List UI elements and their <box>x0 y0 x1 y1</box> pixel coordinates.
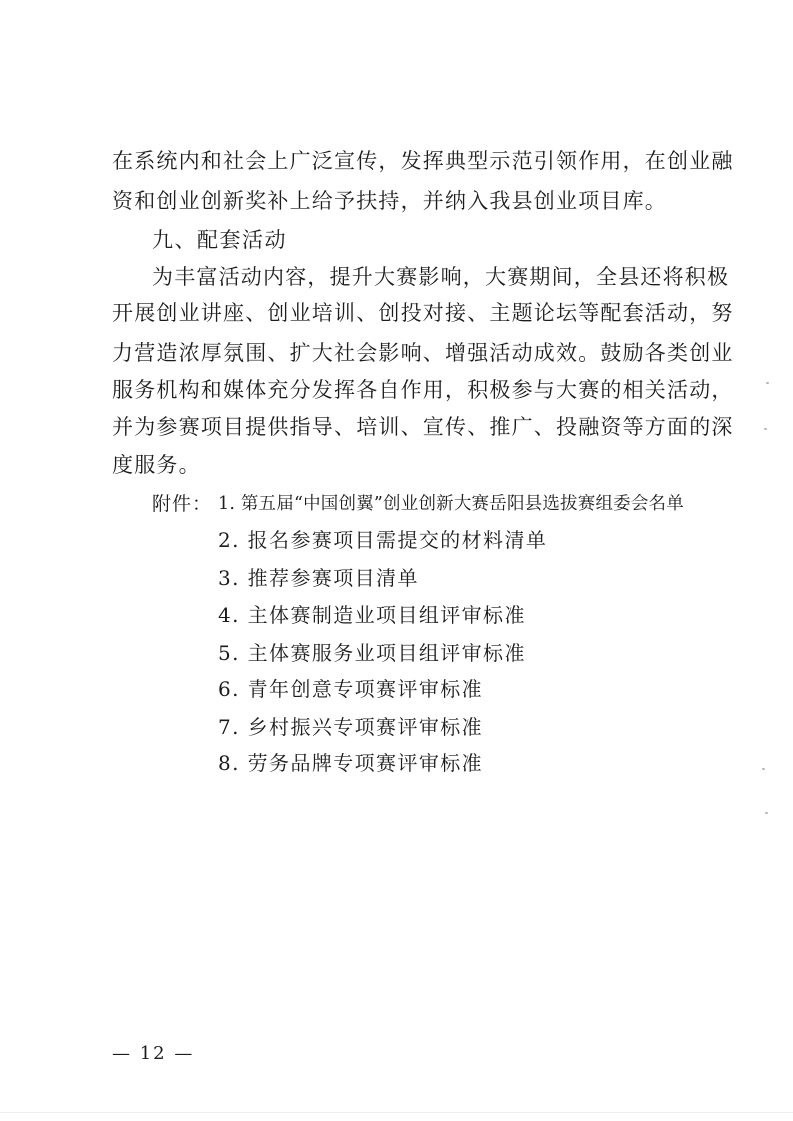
attachment-item: 3. 推荐参赛项目清单 <box>218 566 419 590</box>
attachment-item: 8. 劳务品牌专项赛评审标准 <box>218 751 484 775</box>
scan-speck <box>762 768 765 770</box>
scan-speck <box>765 812 768 814</box>
attachment-item: 6. 青年创意专项赛评审标准 <box>218 677 484 701</box>
paragraph-line: 并为参赛项目提供指导、培训、宣传、推广、投融资等方面的深 <box>112 415 734 439</box>
paragraph-line: 在系统内和社会上广泛宣传，发挥典型示范引领作用，在创业融 <box>112 149 734 173</box>
attachment-item: 7. 乡村振兴专项赛评审标准 <box>218 715 484 739</box>
section-heading: 九、配套活动 <box>152 228 287 252</box>
paragraph-line: 为丰富活动内容，提升大赛影响，大赛期间，全县还将积极 <box>152 265 730 289</box>
scan-edge-line <box>0 1112 793 1113</box>
attachment-item: 5. 主体赛服务业项目组评审标准 <box>218 641 526 665</box>
paragraph-line: 度服务。 <box>112 453 201 477</box>
paragraph-line: 力营造浓厚氛围、扩大社会影响、增强活动成效。鼓励各类创业 <box>112 341 734 365</box>
paragraph-line: 开展创业讲座、创业培训、创投对接、主题论坛等配套活动，努 <box>112 301 734 325</box>
scan-speck <box>766 382 769 384</box>
attachment-item: 4. 主体赛制造业项目组评审标准 <box>218 603 526 627</box>
page-number: — 12 — <box>112 1043 195 1064</box>
attachment-item: 2. 报名参赛项目需提交的材料清单 <box>218 528 548 552</box>
paragraph-line: 服务机构和媒体充分发挥各自作用，积极参与大赛的相关活动， <box>112 378 734 402</box>
attachment-item: 1. 第五届“中国创翼”创业创新大赛岳阳县选拔赛组委会名单 <box>218 494 684 514</box>
paragraph-line: 资和创业创新奖补上给予扶持，并纳入我县创业项目库。 <box>112 189 667 213</box>
attachments-label: 附件： <box>152 493 213 515</box>
scan-speck <box>764 428 767 430</box>
